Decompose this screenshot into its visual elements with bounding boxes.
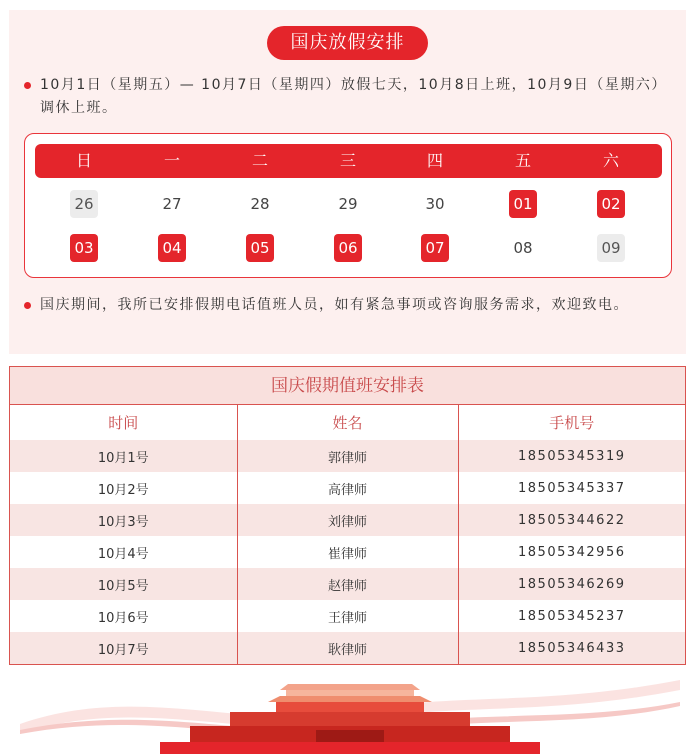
calendar-day: 04 <box>158 234 186 262</box>
calendar-day: 30 <box>425 195 445 213</box>
weekday-mon: 一 <box>163 151 180 170</box>
bullet-dot-icon <box>24 302 31 309</box>
weekday-fri: 五 <box>514 151 531 170</box>
table-row <box>10 504 685 536</box>
duty-phone: 18505345319 <box>458 440 685 472</box>
column-header-time: 时间 <box>10 405 237 440</box>
duty-phone: 18505346433 <box>458 632 685 664</box>
notice-title: 国庆放假安排 <box>267 26 428 60</box>
table-row <box>10 536 685 568</box>
duty-table-title: 国庆假期值班安排表 <box>10 367 685 405</box>
calendar-day: 05 <box>246 234 274 262</box>
duty-lawyer-name: 高律师 <box>237 472 458 504</box>
duty-table <box>10 405 685 664</box>
calendar-day: 09 <box>597 234 625 262</box>
duty-phone: 18505346269 <box>458 568 685 600</box>
table-row <box>10 568 685 600</box>
calendar-day: 28 <box>250 195 270 213</box>
duty-lawyer-name: 赵律师 <box>237 568 458 600</box>
duty-phone: 18505345337 <box>458 472 685 504</box>
duty-date: 10月3号 <box>10 504 237 536</box>
duty-lawyer-name: 崔律师 <box>237 536 458 568</box>
holiday-schedule-text: 10月1日（星期五）— 10月7日（星期四）放假七天，10月8日上班，10月9日（星期六）调休上班。 <box>40 77 667 116</box>
calendar-weekday-header <box>35 144 662 178</box>
calendar-day: 03 <box>70 234 98 262</box>
duty-phone: 18505345237 <box>458 600 685 632</box>
duty-phone: 18505344622 <box>458 504 685 536</box>
duty-date: 10月2号 <box>10 472 237 504</box>
weekday-sat: 六 <box>602 151 619 170</box>
calendar-day: 02 <box>597 190 625 218</box>
tiananmen-banner-decoration <box>20 672 680 754</box>
bullet-dot-icon <box>24 82 31 89</box>
holiday-calendar <box>24 133 672 278</box>
duty-lawyer-name: 郭律师 <box>237 440 458 472</box>
column-header-name: 姓名 <box>237 405 458 440</box>
duty-lawyer-name: 耿律师 <box>237 632 458 664</box>
duty-date: 10月1号 <box>10 440 237 472</box>
table-row <box>10 472 685 504</box>
duty-schedule-table <box>9 366 686 665</box>
calendar-day: 06 <box>334 234 362 262</box>
calendar-day: 07 <box>421 234 449 262</box>
duty-date: 10月4号 <box>10 536 237 568</box>
table-row <box>10 440 685 472</box>
weekday-wed: 三 <box>339 151 356 170</box>
duty-lawyer-name: 刘律师 <box>237 504 458 536</box>
duty-date: 10月5号 <box>10 568 237 600</box>
weekday-thu: 四 <box>426 151 443 170</box>
duty-date: 10月6号 <box>10 600 237 632</box>
calendar-day: 29 <box>338 195 358 213</box>
duty-phone-notice-text: 国庆期间，我所已安排假期电话值班人员，如有紧急事项或咨询服务需求，欢迎致电。 <box>40 297 629 313</box>
weekday-sun: 日 <box>75 151 92 170</box>
column-header-phone: 手机号 <box>458 405 685 440</box>
duty-phone: 18505342956 <box>458 536 685 568</box>
calendar-day: 26 <box>70 190 98 218</box>
calendar-day: 08 <box>513 239 533 257</box>
table-row <box>10 632 685 664</box>
calendar-day: 27 <box>162 195 182 213</box>
duty-lawyer-name: 王律师 <box>237 600 458 632</box>
weekday-tue: 二 <box>251 151 268 170</box>
table-row <box>10 600 685 632</box>
duty-date: 10月7号 <box>10 632 237 664</box>
calendar-day: 01 <box>509 190 537 218</box>
